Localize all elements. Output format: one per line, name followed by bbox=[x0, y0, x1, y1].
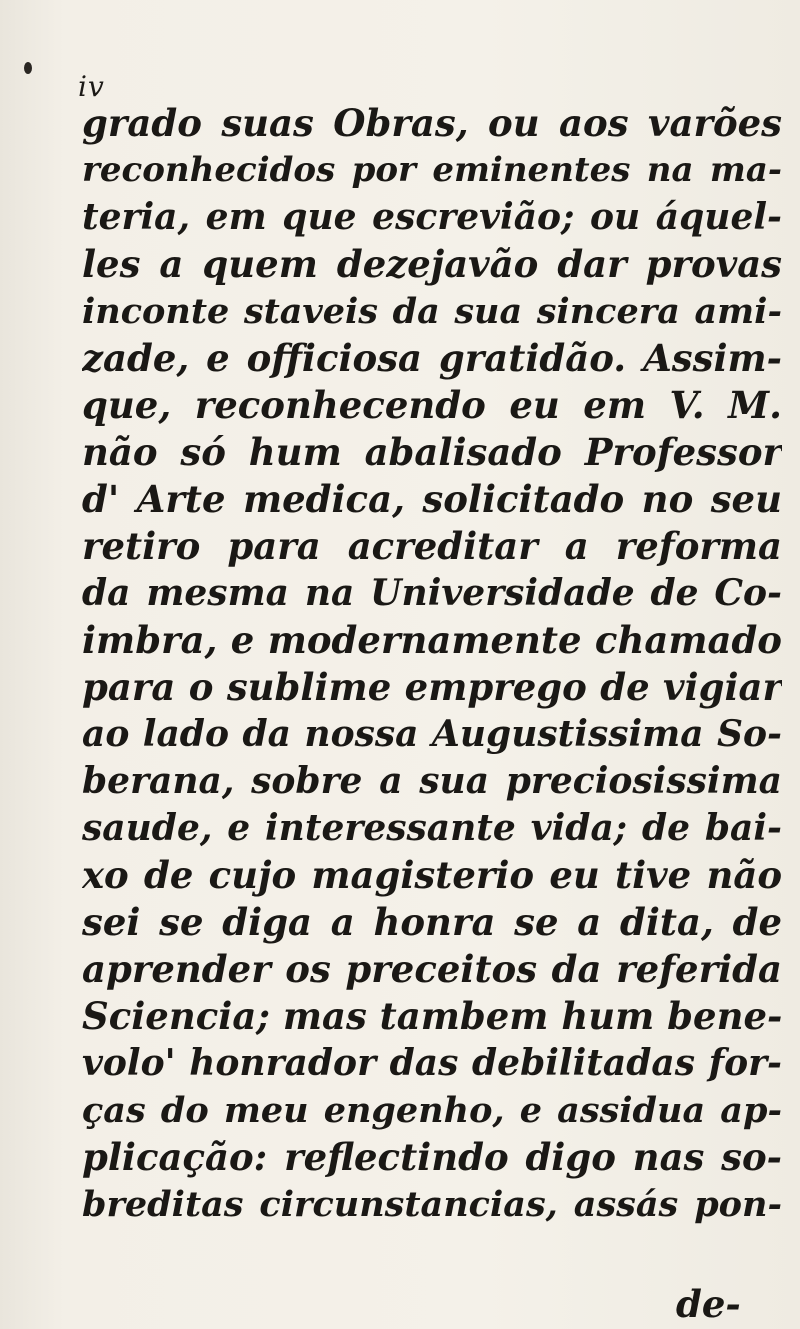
text-line: xo de cujo magisterio eu tive não bbox=[82, 853, 782, 897]
text-line: da mesma na Universidade de Co- bbox=[82, 572, 782, 614]
text-line: retiro para acreditar a reforma bbox=[82, 524, 782, 568]
text-line: inconte staveis da sua sincera ami- bbox=[82, 291, 782, 332]
text-line: para o sublime emprego de vigiar bbox=[82, 665, 782, 709]
text-line: sei se diga a honra se a dita, de bbox=[82, 900, 782, 944]
text-line: les a quem dezejavão dar provas bbox=[82, 242, 782, 286]
text-line: aprender os preceitos da referida bbox=[82, 947, 782, 991]
text-line: d' Arte medica, solicitado no seu bbox=[82, 477, 782, 521]
text-line: ao lado da nossa Augustissima So- bbox=[82, 713, 782, 755]
ink-blot bbox=[24, 62, 32, 74]
text-line: Sciencia; mas tambem hum bene- bbox=[82, 994, 782, 1038]
text-line: breditas circunstancias, assás pon- bbox=[82, 1184, 782, 1225]
text-line: não só hum abalisado Professor bbox=[82, 430, 782, 474]
page-number: iv bbox=[78, 70, 105, 103]
body-text bbox=[82, 100, 782, 1228]
text-line: que, reconhecendo eu em V. M. bbox=[82, 383, 782, 427]
text-line: imbra, e modernamente chamado bbox=[82, 618, 782, 662]
text-line: plicação: reflectindo digo nas so- bbox=[82, 1135, 782, 1179]
catchword: de- bbox=[676, 1282, 741, 1326]
text-line: zade, e officiosa gratidão. Assim- bbox=[82, 336, 782, 380]
text-line: volo' honrador das debilitadas for- bbox=[82, 1042, 782, 1084]
text-line: teria, em que escrevião; ou áquel- bbox=[82, 196, 782, 238]
text-line: ças do meu engenho, e assidua ap- bbox=[82, 1090, 782, 1131]
text-line: grado suas Obras, ou aos varões bbox=[82, 101, 782, 145]
text-line: berana, sobre a sua preciosissima bbox=[82, 760, 782, 802]
text-line: reconhecidos por eminentes na ma- bbox=[82, 150, 782, 190]
text-line: saude, e interessante vida; de bai- bbox=[82, 807, 782, 849]
